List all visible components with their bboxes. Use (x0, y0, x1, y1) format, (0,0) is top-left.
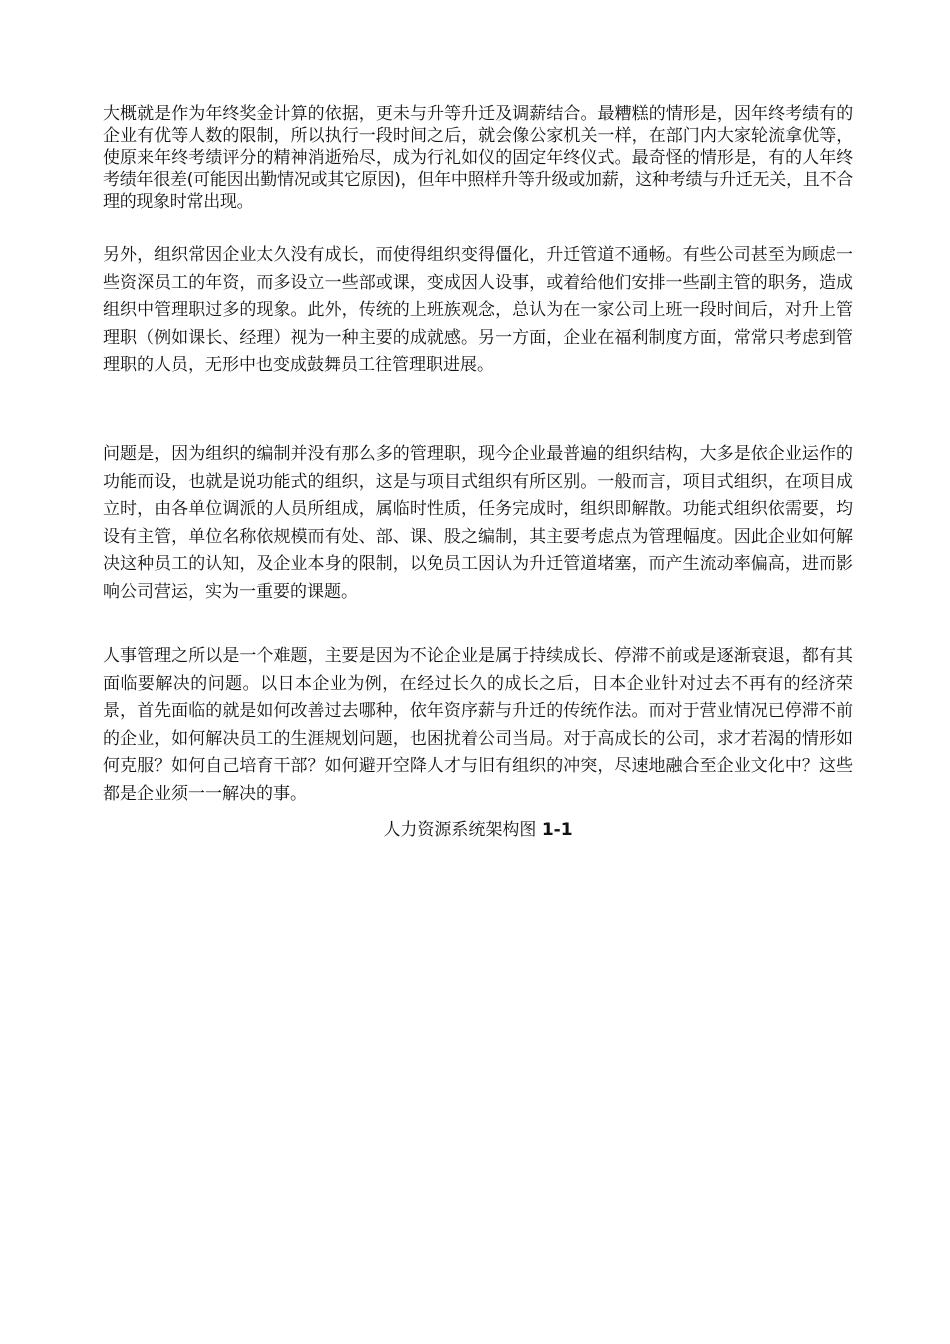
paragraph-3: 问题是，因为组织的编制并没有那么多的管理职，现今企业最普遍的组织结构，大多是依企业运作的功能而设，也就是说功能式的组织，这是与项目式组织有所区别。一般而言，项目式组织，在项目成立时，由各单位调派的人员所组成，属临时性质，任务完成时，组织即解散。功能式组织依需要，均设有主管，单位名称依规模而有处、部、课、股之编制，其主要考虑点为管理幅度。因此企业如何解决这种员工的认知，及企业本身的限制，以免员工因认为升迁管道堵塞，而产生流动率偏高，进而影响公司营运，实为一重要的课题。 (103, 444, 853, 602)
paragraph-2: 另外，组织常因企业太久没有成长，而使得组织变得僵化，升迁管道不通畅。有些公司甚至为顾虑一些资深员工的年资，而多设立一些部或课，变成因人设事，或着给他们安排一些副主管的职务，造成组织中管理职过多的现象。此外，传统的上班族观念，总认为在一家公司上班一段时间后，对升上管理职（例如课长、经理）视为一种主要的成就感。另一方面，企业在福利制度方面，常常只考虑到管理职的人员，无形中也变成鼓舞员工往管理职进展。 (103, 245, 853, 376)
figure-caption (103, 818, 853, 842)
paragraph-4: 人事管理之所以是一个难题，主要是因为不论企业是属于持续成长、停滞不前或是逐渐衰退，都有其面临要解决的问题。以日本企业为例，在经过长久的成长之后，日本企业针对过去不再有的经济荣景，首先面临的就是如何改善过去哪种，依年资序薪与升迁的传统作法。而对于营业情况已停滞不前的企业，如何解决员工的生涯规划问题，也困扰着公司当局。对于高成长的公司，求才若渴的情形如何克服？如何自己培育干部？如何避开空降人才与旧有组织的冲突，尽速地融合至企业文化中？这些都是企业须一一解决的事。 (103, 646, 853, 804)
figure-caption-text: 人力资源系统架构图 (383, 820, 537, 840)
figure-caption-number: 1-1 (541, 820, 573, 840)
paragraph-1: 大概就是作为年终奖金计算的依据，更未与升等升迁及调薪结合。最糟糕的情形是，因年终考绩有的企业有优等人数的限制，所以执行一段时间之后，就会像公家机关一样，在部门内大家轮流拿优等，使原来年终考绩评分的精神消逝殆尽，成为行礼如仪的固定年终仪式。最奇怪的情形是，有的人年终考绩年很差(可能因出勤情况或其它原因)，但年中照样升等升级或加薪，这种考绩与升迁无关，且不合理的现象时常出现。 (103, 104, 853, 212)
